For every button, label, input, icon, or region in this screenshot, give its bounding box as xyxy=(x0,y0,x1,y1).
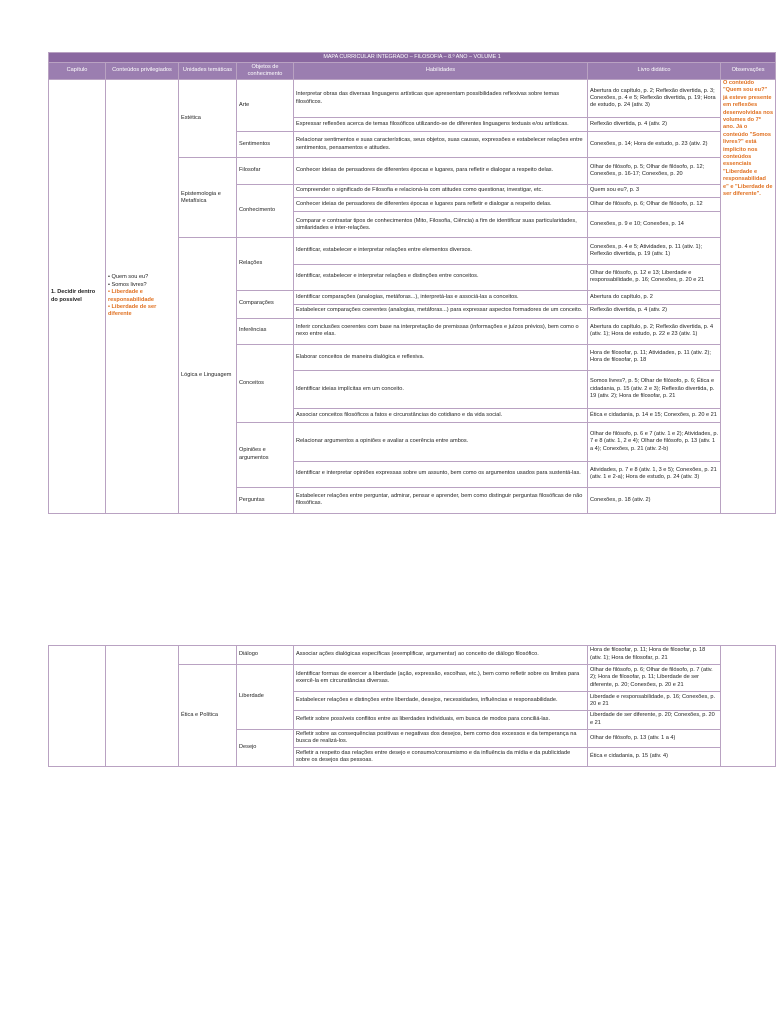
observation-cell: O conteúdo "Quem sou eu?" já esteve presente em reflexões desenvolvidas nos volumes do 7º ano. Já o conteúdo "Somos livres?" está implícito nos conteúdos essenciais "Liberdade e responsabilidad e" e "Liberdade de ser diferente". xyxy=(721,80,776,514)
curriculum-table-page2 xyxy=(48,645,776,767)
skill-cell: Relacionar sentimentos e suas características, seus objetos, suas causas, expressões e estabelecer relações entre sentimentos, pensamentos e atitudes. xyxy=(294,132,588,158)
book-cell: Olhar de filósofo, p. 6; Olhar de filósofo, p. 12 xyxy=(588,198,721,212)
book-cell: Abertura do capítulo, p. 2; Reflexão divertida, p. 3; Conexões, p. 4 e 5; Reflexão divertida, p. 19; Hora de estudo, p. 24 (ativ. 3) xyxy=(588,80,721,118)
skill-cell: Conhecer ideias de pensadores de diferentes épocas e lugares, para refletir e dialogar a respeito delas. xyxy=(294,158,588,184)
book-cell: Abertura do capítulo, p. 2; Reflexão divertida, p. 4 (ativ. 1); Hora de estudo, p. 22 e 23 (ativ. 1) xyxy=(588,318,721,344)
observation-cell-empty xyxy=(721,646,776,767)
object-sentimentos: Sentimentos xyxy=(237,132,294,158)
object-arte: Arte xyxy=(237,80,294,132)
object-opinioes: Opiniões e argumentos xyxy=(237,423,294,488)
skill-cell: Compreender o significado de Filosofia e relacioná-la com atitudes como questionar, investigar, etc. xyxy=(294,184,588,198)
skill-cell: Identificar ideias implícitas em um conceito. xyxy=(294,370,588,408)
skill-cell: Associar conceitos filosóficos a fatos e circunstâncias do cotidiano e da vida social. xyxy=(294,409,588,423)
table-title: MAPA CURRICULAR INTEGRADO – FILOSOFIA – 8.º ANO – VOLUME 1 xyxy=(49,53,776,63)
contents-cell xyxy=(106,80,179,514)
skill-cell: Expressar reflexões acerca de temas filosóficos utilizando-se de diferentes linguagens textuais e/ou artísticas. xyxy=(294,118,588,132)
header-conteudos: Conteúdos privilegiados xyxy=(106,63,179,80)
object-conceitos: Conceitos xyxy=(237,344,294,422)
header-observacoes: Observações xyxy=(721,63,776,80)
skill-cell: Refletir a respeito das relações entre desejo e consumo/consumismo e da influência da mídia e da publicidade sobre os desejos das pessoas. xyxy=(294,748,588,767)
book-cell: Olhar de filósofo, p. 6 e 7 (ativ. 1 e 2); Atividades, p. 7 e 8 (ativ. 1, 2 e 4); Olhar de filósofo, p. 13 (ativ. 1 a 4); Conexões, p. 21 (ativ. 2-b) xyxy=(588,423,721,461)
object-conhecimento: Conhecimento xyxy=(237,184,294,238)
skill-cell: Identificar, estabelecer e interpretar relações entre elementos diversos. xyxy=(294,238,588,264)
book-cell: Hora de filosofar, p. 11; Atividades, p. 11 (ativ. 2); Hora de filosofar, p. 18 xyxy=(588,344,721,370)
skill-cell: Refletir sobre possíveis conflitos entre as liberdades individuais, em busca de modos para conciliá-las. xyxy=(294,710,588,729)
book-cell: Ética e cidadania, p. 15 (ativ. 4) xyxy=(588,748,721,767)
object-perguntas: Perguntas xyxy=(237,487,294,513)
object-inferencias: Inferências xyxy=(237,318,294,344)
unit-logica: Lógica e Linguagem xyxy=(179,238,237,514)
contents-cell-empty xyxy=(106,646,179,767)
object-desejo: Desejo xyxy=(237,729,294,766)
content-item: • Quem sou eu? xyxy=(108,274,149,281)
book-cell: Liberdade de ser diferente, p. 20; Conexões, p. 20 e 21 xyxy=(588,710,721,729)
skill-cell: Elaborar conceitos de maneira dialógica e reflexiva. xyxy=(294,344,588,370)
content-item: • Liberdade e responsabilidade xyxy=(108,289,155,303)
header-livro: Livro didático xyxy=(588,63,721,80)
skill-cell: Estabelecer relações entre perguntar, admirar, pensar e aprender, bem como distinguir perguntas filosóficas de não filosóficas. xyxy=(294,487,588,513)
book-cell: Ética e cidadania, p. 14 e 15; Conexões, p. 20 e 21 xyxy=(588,409,721,423)
object-dialogo: Diálogo xyxy=(237,646,294,665)
book-cell: Conexões, p. 9 e 10; Conexões, p. 14 xyxy=(588,212,721,238)
unit-estetica: Estética xyxy=(179,80,237,158)
skill-cell: Refletir sobre as consequências positivas e negativas dos desejos, bem como dos excessos e da temperança na busca de realizá-los. xyxy=(294,729,588,748)
book-cell: Atividades, p. 7 e 8 (ativ. 1, 3 e 5); Conexões, p. 21 (ativ. 1 e 2-a); Hora de estudo, p. 24 (ativ. 3) xyxy=(588,461,721,487)
book-cell: Quem sou eu?, p. 3 xyxy=(588,184,721,198)
header-capitulo: Capítulo xyxy=(49,63,106,80)
content-item: • Somos livres? xyxy=(108,281,147,288)
skill-cell: Comparar e contrastar tipos de conhecimentos (Mito, Filosofia, Ciência) a fim de identificar suas particularidades, similaridades e inter-relações. xyxy=(294,212,588,238)
skill-cell: Identificar formas de exercer a liberdade (ação, expressão, escolhas, etc.), bem como refletir sobre os limites para exercê-la em circunstâncias diversas. xyxy=(294,664,588,691)
content-item: • Liberdade de ser diferente xyxy=(108,303,157,318)
book-cell: Olhar de filósofo, p. 5; Olhar de filósofo, p. 12; Conexões, p. 16-17; Conexões, p. 20 xyxy=(588,158,721,184)
chapter-cell: 1. Decidir dentro do possível xyxy=(49,80,106,514)
book-cell: Olhar de filósofo, p. 12 e 13; Liberdade e responsabilidade, p. 16; Conexões, p. 20 e 21 xyxy=(588,264,721,290)
header-habilidades: Habilidades xyxy=(294,63,588,80)
book-cell: Olhar de filósofo, p. 6; Olhar de filósofo, p. 7 (ativ. 2); Hora de filosofar, p. 11; Liberdade de ser diferente, p. 20; Conexões, p. 20 e 21 xyxy=(588,664,721,691)
object-comparacoes: Comparações xyxy=(237,290,294,318)
book-cell: Conexões, p. 18 (ativ. 2) xyxy=(588,487,721,513)
skill-cell: Associar ações dialógicas específicas (exemplificar, argumentar) ao conceito de diálogo filosófico. xyxy=(294,646,588,665)
unit-cell-empty xyxy=(179,646,237,665)
book-cell: Conexões, p. 4 e 5; Atividades, p. 11 (ativ. 1); Reflexão divertida, p. 19 (ativ. 1) xyxy=(588,238,721,264)
skill-cell: Conhecer ideias de pensadores de diferentes épocas e lugares para refletir e dialogar a respeito delas. xyxy=(294,198,588,212)
book-cell: Reflexão divertida, p. 4 (ativ. 2) xyxy=(588,304,721,318)
skill-cell: Interpretar obras das diversas linguagens artísticas que apresentam possibilidades reflexivas sobre temas filosóficos. xyxy=(294,80,588,118)
object-liberdade: Liberdade xyxy=(237,664,294,729)
book-cell: Somos livres?, p. 5; Olhar de filósofo, p. 6; Ética e cidadania, p. 15 (ativ. 2 e 3); Reflexão divertida, p. 19 (ativ. 2); Hora de filosofar, p. 21 xyxy=(588,370,721,408)
curriculum-table-page1 xyxy=(48,52,776,514)
header-unidades: Unidades temáticas xyxy=(179,63,237,80)
unit-epistemologia: Epistemologia e Metafísica xyxy=(179,158,237,238)
skill-cell: Identificar, estabelecer e interpretar relações e distinções entre conceitos. xyxy=(294,264,588,290)
book-cell: Olhar de filósofo, p. 13 (ativ. 1 a 4) xyxy=(588,729,721,748)
book-cell: Reflexão divertida, p. 4 (ativ. 2) xyxy=(588,118,721,132)
skill-cell: Estabelecer relações e distinções entre liberdade, desejos, necessidades, influências e responsabilidade. xyxy=(294,692,588,711)
skill-cell: Identificar e interpretar opiniões expressas sobre um assunto, bem como os argumentos usados para sustentá-las. xyxy=(294,461,588,487)
book-cell: Hora de filosofar, p. 11; Hora de filosofar, p. 18 (ativ. 1); Hora de filosofar, p. 21 xyxy=(588,646,721,665)
skill-cell: Estabelecer comparações coerentes (analogias, metáforas...) para expressar aspectos formadores de um conceito. xyxy=(294,304,588,318)
book-cell: Abertura do capítulo, p. 2 xyxy=(588,290,721,304)
chapter-cell-empty xyxy=(49,646,106,767)
skill-cell: Identificar comparações (analogias, metáforas...), interpretá-las e associá-las a conceitos. xyxy=(294,290,588,304)
book-cell: Liberdade e responsabilidade, p. 16; Conexões, p. 20 e 21 xyxy=(588,692,721,711)
unit-etica: Ética e Política xyxy=(179,664,237,766)
book-cell: Conexões, p. 14; Hora de estudo, p. 23 (ativ. 2) xyxy=(588,132,721,158)
header-objetos: Objetos de conhecimento xyxy=(237,63,294,80)
skill-cell: Relacionar argumentos a opiniões e avaliar a coerência entre ambos. xyxy=(294,423,588,461)
skill-cell: Inferir conclusões coerentes com base na interpretação de premissas (informações e juízos prévios), bem como o nexo entre elas. xyxy=(294,318,588,344)
object-filosofar: Filosofar xyxy=(237,158,294,184)
object-relacoes: Relações xyxy=(237,238,294,290)
